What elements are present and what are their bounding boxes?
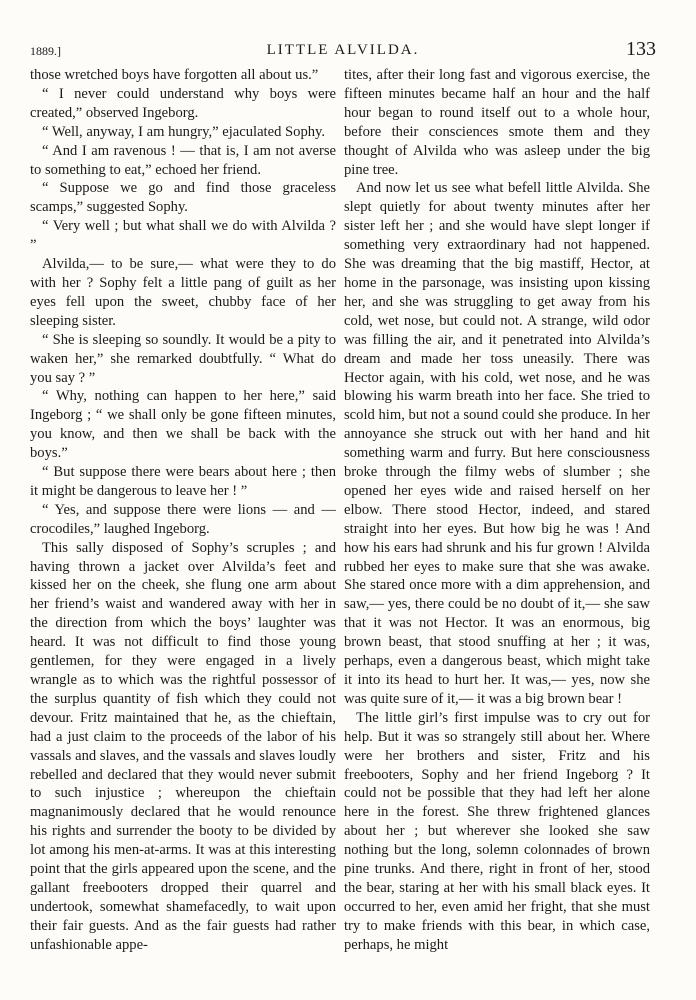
paragraph: tites, after their long fast and vigorous exercise, the fifteen minutes became half an hour and the half hour began to round itself out to a whole hour, before their consciences smote them and they thought of Alvilda who was asleep under the big pine tree.: [344, 67, 650, 178]
issue-date: 1889.]: [30, 44, 61, 58]
paragraph: those wretched boys have forgotten all about us.”: [30, 67, 319, 83]
paragraph: The little girl’s first impulse was to cry out for help. But it was so strangely still about her. Where were her brothers and sister, Fritz and his freebooters, Sophy and her friend Ingeborg ? It could not be possible that they had left her alone here in the forest. She threw frightened glances about her ; but wherever she looked she saw nothing but the long, solemn colonnades of brown pine trunks. And there, right in front of her, stood the bear, staring at her with his small black eyes. It occurred to her, even amid her fright, that she must try to make friends with this bear, in which case, perhaps, he might: [344, 709, 650, 953]
paragraph: “ I never could understand why boys were created,” observed Ingeborg.: [30, 85, 336, 121]
paragraph: “ And I am ravenous ! — that is, I am not averse to something to eat,” echoed her friend.: [30, 142, 336, 178]
running-title: LITTLE ALVILDA.: [266, 42, 420, 58]
paragraph: “ Very well ; but what shall we do with Alvilda ? ”: [30, 218, 336, 254]
running-header: [30, 38, 656, 68]
paragraph: “ But suppose there were bears about here ; then it might be dangerous to leave her ! ”: [30, 464, 336, 499]
paragraph: This sally disposed of Sophy’s scruples ; and having thrown a jacket over Alvilda’s feet and kissed her on the cheek, she flung one arm about her friend’s waist and wandered away with her in the direction from which the boys’ laughter was heard. It was not difficult to find those young gentlemen, for they were engaged in a lively wrangle as to which was the rightful possessor of the surplus quantity of fish which they could not devour. Fritz maintained that he, as the chieftain, had a just claim to the proceeds of the labor of his vassals and slaves, and the vassals and slaves loudly rebelled and declared that they would never submit to such injustice ; whereupon the chieftain magnanimously declared that he would renounce his rights and surrender the booty to be divided by lot among his men-at-arms. It was at this interesting point that the girls appeared upon the scene, and the gallant freebooters dropped their quarrel and undertook, somewhat shamefacedly, to wait upon their fair guests. And as the fair guests had rather unfashionable appe-: [30, 539, 336, 953]
paragraph: “ She is sleeping so soundly. It would be a pity to waken her,” she remarked doubtfully. “ What do you say ? ”: [30, 331, 336, 386]
page-number: 133: [626, 38, 656, 60]
paragraph: Alvilda,— to be sure,— what were they to do with her ? Sophy felt a little pang of guilt as her eyes fell upon the sweet, chubby face of her sleeping sister.: [30, 256, 336, 329]
paragraph: “ Well, anyway, I am hungry,” ejaculated Sophy.: [42, 123, 326, 140]
right-column: [344, 66, 650, 955]
left-column: [30, 66, 336, 955]
paragraph: “ Why, nothing can happen to her here,” said Ingeborg ; “ we shall only be gone fifteen minutes, you know, and then we shall be back with the boys.”: [30, 388, 336, 462]
paragraph: And now let us see what befell little Alvilda. She slept quietly for about twenty minutes after her sister left her ; and she would have slept longer if something very extraordinary had not happened. She was dreaming that the big mastiff, Hector, at home in the parsonage, was insisting upon kissing her, and she was struggling to get away from his cold, wet nose, but could not. A strange, wild odor was filling the air, and it penetrated into Alvilda’s dream and made her toss uneasily. There was Hector again, with his cold, wet nose, and he was blowing his warm breath into her face. She tried to scold him, but not a sound could she produce. In her annoyance she struck out with her hand and hit something warm and furry. But here consciousness broke through the filmy webs of slumber ; she opened her eyes wide and raised herself on her elbow. There stood Hector, indeed, and stared straight into her eyes. But how big he was ! And how his ears had shrunk and his fur grown ! Alvilda rubbed her eyes to make sure that she was awake. She stared once more with a dim apprehension, and saw,— yes, there could be no doubt of it,— she saw that it was not Hector. It was an enormous, big brown beast, that stood snuffing at her ; it was, perhaps, even a dangerous beast, which might take it into its head to hurt her. It was,— yes, now she was quite sure of it,— it was a big brown bear !: [344, 180, 650, 707]
paragraph: “ Yes, and suppose there were lions — and — crocodiles,” laughed Ingeborg.: [30, 501, 336, 537]
paragraph: “ Suppose we go and find those graceless scamps,” suggested Sophy.: [30, 180, 336, 216]
